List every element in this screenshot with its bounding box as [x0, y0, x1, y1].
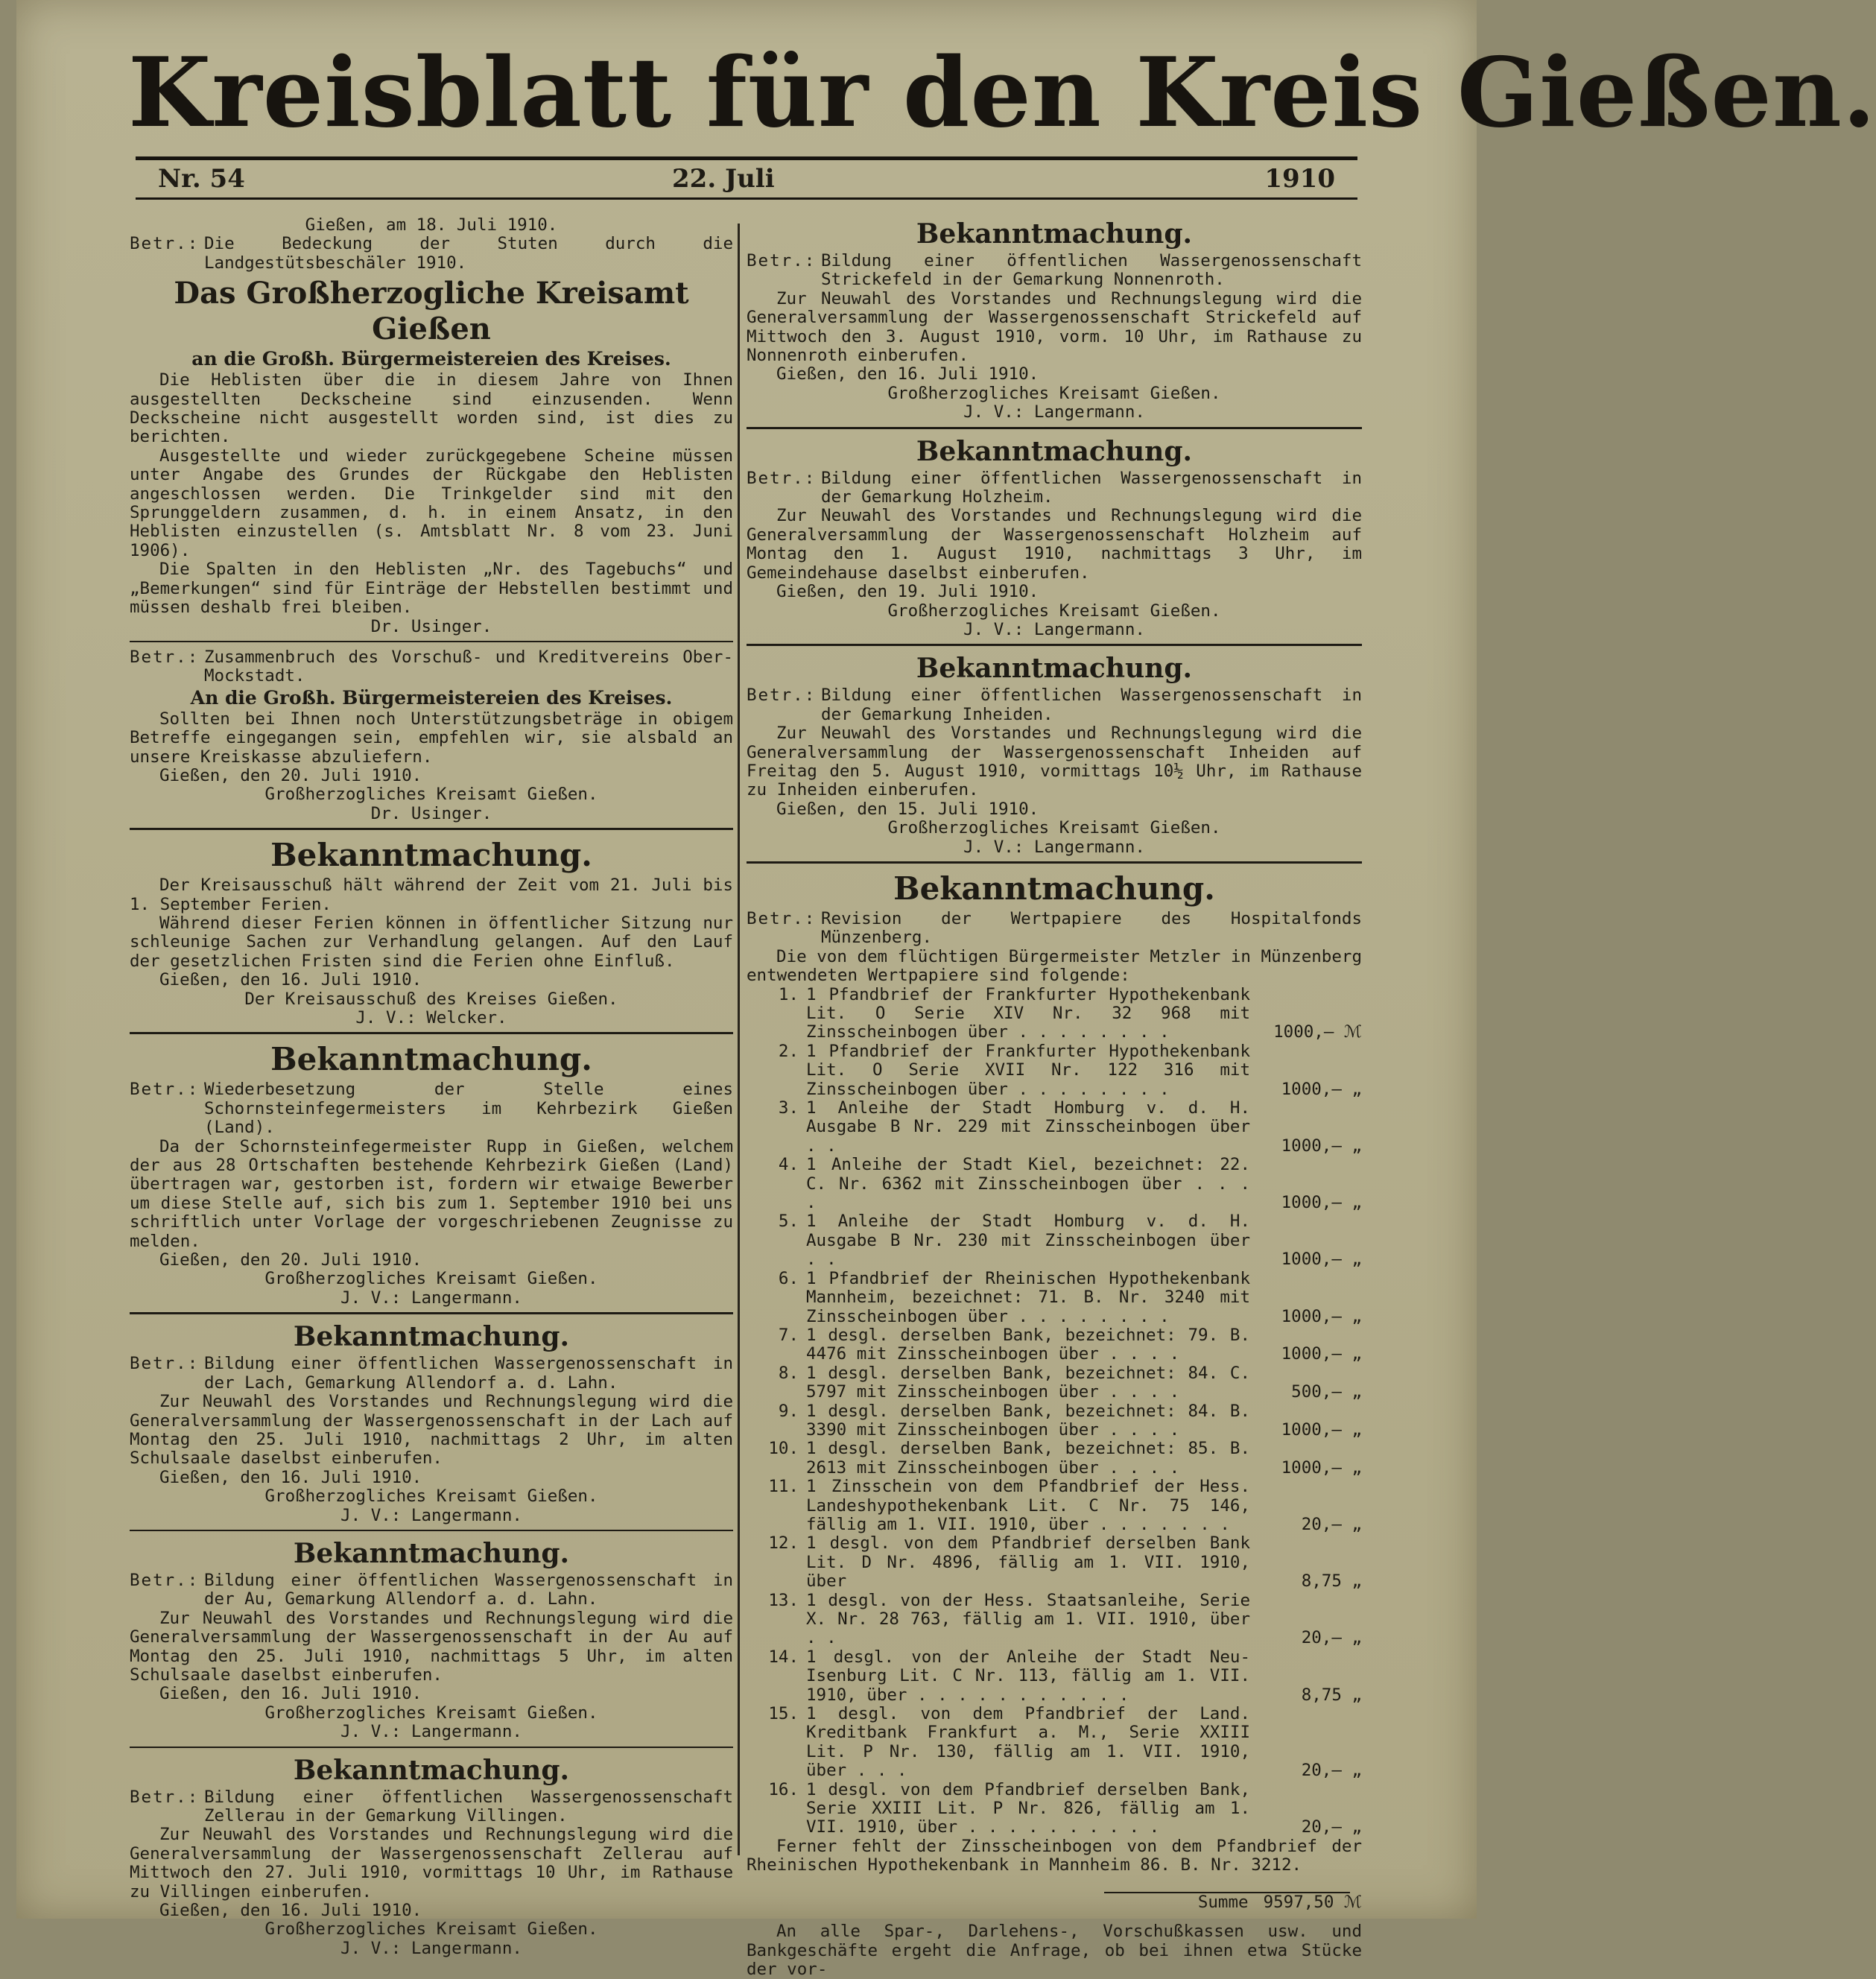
- item-number: 8.: [778, 1363, 799, 1383]
- authority-line: Großherzogliches Kreisamt Gießen.: [264, 1919, 598, 1940]
- paragraph: An alle Spar-, Darlehens-, Vorschußkassen usw. und Bankgeschäfte ergeht die Anfrage, ob bei ihnen etwa Stücke der vor-: [747, 1922, 1362, 1979]
- paragraph: Der Kreisausschuß hält während der Zeit vom 21. Juli bis 1. September Ferien.: [130, 875, 733, 914]
- item-text: 1 Pfandbrief der Frankfurter Hypothekenbank Lit. O Serie XIV Nr. 32 968 mit Zinsscheinbogen über . . . . . . . .: [806, 984, 1250, 1042]
- subject-label: Betr.:: [747, 908, 817, 928]
- signature: J. V.: Langermann.: [340, 1938, 522, 1958]
- sum-label: Summe: [1197, 1892, 1249, 1912]
- item-number: 2.: [778, 1041, 799, 1061]
- item-number: 14.: [768, 1647, 799, 1667]
- signature: Dr. Usinger.: [370, 616, 492, 636]
- item-number: 7.: [778, 1325, 799, 1345]
- list-item: [747, 1592, 1362, 1648]
- paragraph: Die Spalten in den Heblisten „Nr. des Tagebuchs“ und „Bemerkungen“ sind für Einträge der Hebstellen bestimmt und müssen deshalb frei bleiben.: [130, 560, 733, 618]
- authority-line: Der Kreisausschuß des Kreises Gießen.: [244, 989, 618, 1009]
- signature: J. V.: Langermann.: [340, 1288, 522, 1308]
- item-number: 11.: [768, 1477, 799, 1497]
- column-divider: [738, 224, 740, 1855]
- item-value: 20,— „: [1301, 1817, 1362, 1837]
- newspaper-page: [16, 0, 1876, 1979]
- notice-wassergenossenschaft-inheiden: [747, 652, 1362, 857]
- subject-line: [130, 1080, 733, 1137]
- authority-line: Großherzogliches Kreisamt Gießen.: [887, 383, 1221, 403]
- notice-wassergenossenschaft-lach: [130, 1320, 733, 1525]
- addressee: an die Großh. Bürgermeistereien des Kreises.: [191, 348, 671, 370]
- list-item: [747, 1648, 1362, 1705]
- item-text: 1 desgl. derselben Bank, bezeichnet: 79. B. 4476 mit Zinsscheinbogen über . . . .: [806, 1325, 1250, 1364]
- paragraph: Da der Schornsteinfegermeister Rupp in Gießen, welchem der aus 28 Ortschaften bestehende Kehrbezirk Gießen (Land) übertragen war, gestorben ist, fordern wir etwaige Bewerber um diese Stelle auf, sich bis zum 1. September 1910 bei uns schriftlich unter Vorlage der vorgeschriebenen Zeugnisse zu melden.: [130, 1136, 733, 1251]
- notice-wassergenossenschaft-au: [130, 1537, 733, 1742]
- notice-heading: Bekanntmachung.: [916, 435, 1193, 467]
- masthead-rule-bottom: [136, 197, 1357, 200]
- paragraph: Während dieser Ferien können in öffentlicher Sitzung nur schleunige Sachen zur Verhandlung gelangen. Auf den Lauf der gesetzlichen Fristen sind die Ferien ohne Einfluß.: [130, 913, 733, 971]
- subject-label: Betr.:: [747, 468, 817, 488]
- addressee: An die Großh. Bürgermeistereien des Kreises.: [190, 686, 673, 709]
- separator: [747, 427, 1362, 429]
- subject-line: [747, 910, 1362, 948]
- place-date: Gießen, am 18. Juli 1910.: [305, 215, 558, 235]
- place-date: Gießen, den 16. Juli 1910.: [159, 1467, 422, 1487]
- notice-wassergenossenschaft-holzheim: [747, 435, 1362, 640]
- list-item: [747, 1326, 1362, 1364]
- subject-label: Betr.:: [130, 234, 200, 254]
- issue-number: Nr. 54: [158, 164, 245, 194]
- paragraph: Ausgestellte und wieder zurückgegebene Scheine müssen unter Angabe des Grundes der Rückgabe den Heblisten angeschlossen werden. Die Trinkgelder sind mit den Sprunggeldern zusammen, d. h. in einem Ansatz, in den Heblisten einzustellen (s. Amtsblatt Nr. 8 vom 23. Juni 1906).: [130, 446, 733, 560]
- separator: [130, 1530, 733, 1531]
- subject-text: Revision der Wertpapiere des Hospitalfonds Münzenberg.: [821, 908, 1362, 948]
- subject-line: [747, 469, 1362, 507]
- item-value: 20,— „: [1301, 1761, 1362, 1781]
- item-number: 12.: [768, 1533, 799, 1554]
- authority-line: Großherzogliches Kreisamt Gießen.: [264, 1703, 598, 1723]
- list-item: [747, 1478, 1362, 1534]
- authority-line: Großherzogliches Kreisamt Gießen.: [264, 785, 598, 805]
- notice-wassergenossenschaft-zellerau: [130, 1754, 733, 1959]
- place-date: Gießen, den 16. Juli 1910.: [776, 364, 1039, 384]
- subject-line: [130, 1788, 733, 1826]
- paragraph: Die von dem flüchtigen Bürgermeister Metzler in Münzenberg entwendeten Wertpapiere sind folgende:: [747, 946, 1362, 986]
- item-value: 1000,— „: [1281, 1250, 1362, 1270]
- item-text: 1 Anleihe der Stadt Homburg v. d. H. Ausgabe B Nr. 230 mit Zinsscheinbogen über . .: [806, 1212, 1250, 1270]
- item-value: 1000,— ℳ: [1273, 1022, 1362, 1042]
- item-value: 1000,— „: [1281, 1306, 1362, 1326]
- subject-line: [130, 1571, 733, 1609]
- notice-heading: Bekanntmachung.: [293, 1537, 570, 1569]
- subject-label: Betr.:: [130, 1354, 200, 1374]
- list-item: [747, 986, 1362, 1042]
- signature: J. V.: Langermann.: [963, 837, 1145, 857]
- notice-heading: Bekanntmachung.: [270, 837, 592, 874]
- list-item: [747, 1534, 1362, 1591]
- item-text: 1 desgl. von dem Pfandbrief derselben Bank Lit. D Nr. 4896, fällig am 1. VII. 1910, über: [806, 1533, 1250, 1592]
- item-text: 1 desgl. von dem Pfandbrief derselben Bank, Serie XXIII Lit. P Nr. 826, fällig am 1. VII. 1910, über . . . . . . . . . .: [806, 1779, 1250, 1837]
- notice-wassergenossenschaft-strickefeld: [747, 218, 1362, 422]
- notice-heading: Bekanntmachung.: [293, 1321, 570, 1353]
- place-date: Gießen, den 20. Juli 1910.: [159, 1250, 422, 1270]
- notice-heading: Bekanntmachung.: [916, 218, 1193, 250]
- subject-text: Bildung einer öffentlichen Wassergenossenschaft in der Gemarkung Inheiden.: [821, 685, 1362, 724]
- subject-line: [747, 686, 1362, 724]
- signature: J. V.: Langermann.: [963, 402, 1145, 422]
- subject-label: Betr.:: [747, 251, 817, 270]
- item-number: 15.: [768, 1704, 799, 1724]
- notice-heading: Bekanntmachung.: [916, 653, 1193, 685]
- separator: [130, 1032, 733, 1034]
- subject-line: [130, 235, 733, 273]
- place-date: Gießen, den 16. Juli 1910.: [159, 1901, 422, 1921]
- sum-value: 9597,50 ℳ: [1263, 1892, 1362, 1912]
- item-value: 1000,— „: [1281, 1079, 1362, 1099]
- place-date: Gießen, den 16. Juli 1910.: [159, 1684, 422, 1704]
- item-text: 1 desgl. derselben Bank, bezeichnet: 84. B. 3390 mit Zinsscheinbogen über . . . .: [806, 1401, 1250, 1440]
- paragraph: Zur Neuwahl des Vorstandes und Rechnungslegung wird die Generalversammlung der Wassergenossenschaft in der Au auf Montag den 25. Juli 1910, nachmittags 5 Uhr, im alten Schulsaale daselbst einberufen.: [130, 1608, 733, 1685]
- notice-heading: Bekanntmachung.: [893, 870, 1215, 907]
- item-number: 9.: [778, 1401, 799, 1421]
- issue-year: 1910: [1264, 164, 1335, 194]
- item-text: 1 desgl. von der Anleihe der Stadt Neu-Isenburg Lit. C Nr. 113, fällig am 1. VII. 1910, über . . . . . . . . . . .: [806, 1647, 1250, 1705]
- item-text: 1 desgl. derselben Bank, bezeichnet: 84. C. 5797 mit Zinsscheinbogen über . . . .: [806, 1363, 1250, 1402]
- securities-list: [747, 986, 1362, 1837]
- masthead-rule-top: [136, 156, 1357, 160]
- signature: J. V.: Langermann.: [340, 1722, 522, 1742]
- separator: [747, 861, 1362, 864]
- subject-label: Betr.:: [130, 1787, 200, 1807]
- item-text: 1 desgl. von der Hess. Staatsanleihe, Serie X. Nr. 28 763, fällig am 1. VII. 1910, über . .: [806, 1590, 1250, 1648]
- item-number: 4.: [778, 1155, 799, 1175]
- item-value: 1000,— „: [1281, 1136, 1362, 1156]
- subject-label: Betr.:: [130, 1080, 200, 1100]
- list-item: [747, 1402, 1362, 1440]
- dateline: [158, 162, 1335, 195]
- item-number: 1.: [778, 984, 799, 1004]
- paragraph: Zur Neuwahl des Vorstandes und Rechnungslegung wird die Generalversammlung der Wassergenossenschaft Strickefeld auf Mittwoch den 3. August 1910, vorm. 10 Uhr, im Rathause zu Nonnenroth einberufen.: [747, 288, 1362, 366]
- item-number: 10.: [768, 1439, 799, 1459]
- authority-line: Großherzogliches Kreisamt Gießen.: [264, 1269, 598, 1289]
- notice-schornsteinfeger: [130, 1040, 733, 1308]
- subject-text: Bildung einer öffentlichen Wassergenossenschaft in der Lach, Gemarkung Allendorf a. d. Lahn.: [204, 1354, 733, 1393]
- left-column: [130, 216, 733, 1958]
- item-text: 1 desgl. von dem Pfandbrief der Land. Kreditbank Frankfurt a. M., Serie XXIII Lit. P Nr. 130, fällig am 1. VII. 1910, über . . .: [806, 1704, 1250, 1781]
- item-number: 5.: [778, 1212, 799, 1232]
- subject-line: [130, 1355, 733, 1393]
- paragraph: Ferner fehlt der Zinsscheinbogen von dem Pfandbrief der Rheinischen Hypothekenbank in Mannheim 86. B. Nr. 3212.: [747, 1836, 1362, 1875]
- list-item: [747, 1705, 1362, 1781]
- list-item: [747, 1099, 1362, 1156]
- subject-label: Betr.:: [130, 1570, 200, 1590]
- signature: Dr. Usinger.: [370, 803, 492, 823]
- notice-wertpapiere-muenzenberg: [747, 870, 1362, 1979]
- separator: [747, 644, 1362, 646]
- subject-text: Bildung einer öffentlichen Wassergenossenschaft Strickefeld in der Gemarkung Nonnenroth.: [821, 251, 1362, 290]
- authority-line: Großherzogliches Kreisamt Gießen.: [887, 601, 1221, 621]
- item-text: 1 Anleihe der Stadt Kiel, bezeichnet: 22. C. Nr. 6362 mit Zinsscheinbogen über . . . .: [806, 1155, 1250, 1213]
- list-item: [747, 1440, 1362, 1478]
- paragraph: Sollten bei Ihnen noch Unterstützungsbeträge in obigem Betreffe eingegangen sein, empfehlen wir, sie alsbald an unsere Kreiskasse abzuliefern.: [130, 709, 733, 767]
- item-value: 1000,— „: [1281, 1457, 1362, 1478]
- issue-date: 22. Juli: [672, 164, 775, 194]
- notice-deckscheine: [130, 216, 733, 636]
- subject-label: Betr.:: [130, 647, 200, 667]
- place-date: Gießen, den 15. Juli 1910.: [776, 799, 1039, 819]
- item-number: 16.: [768, 1779, 799, 1799]
- notice-heading: Bekanntmachung.: [270, 1041, 592, 1078]
- paragraph: Zur Neuwahl des Vorstandes und Rechnungslegung wird die Generalversammlung der Wassergenossenschaft Holzheim auf Montag den 1. August 1910, nachmittags 3 Uhr, im Gemeindehause daselbst einberufen.: [747, 506, 1362, 583]
- subject-text: Die Bedeckung der Stuten durch die Landgestütsbeschäler 1910.: [204, 234, 733, 273]
- item-text: 1 Anleihe der Stadt Homburg v. d. H. Ausgabe B Nr. 229 mit Zinsscheinbogen über . .: [806, 1098, 1250, 1156]
- subject-text: Bildung einer öffentlichen Wassergenossenschaft Zellerau in der Gemarkung Villingen.: [204, 1787, 733, 1826]
- item-number: 6.: [778, 1268, 799, 1288]
- paragraph: Zur Neuwahl des Vorstandes und Rechnungslegung wird die Generalversammlung der Wassergenossenschaft Zellerau auf Mittwoch den 27. Juli 1910, vormittags 10 Uhr, im Rathause zu Villingen einberufen.: [130, 1825, 733, 1902]
- item-value: 20,— „: [1301, 1628, 1362, 1648]
- item-value: 500,— „: [1291, 1382, 1362, 1402]
- signature: J. V.: Welcker.: [355, 1008, 507, 1028]
- masthead-title: Kreisblatt für den Kreis Gießen.: [128, 37, 1876, 149]
- item-value: 20,— „: [1301, 1514, 1362, 1534]
- item-text: 1 Pfandbrief der Frankfurter Hypothekenbank Lit. O Serie XVII Nr. 122 316 mit Zinsscheinbogen über . . . . . . . .: [806, 1041, 1250, 1099]
- list-item: [747, 1156, 1362, 1212]
- item-text: 1 Zinsschein von dem Pfandbrief der Hess. Landeshypothekenbank Lit. C Nr. 75 146, fällig am 1. VII. 1910, über . . . . . . .: [806, 1477, 1250, 1534]
- separator: [130, 828, 733, 830]
- subject-line: [747, 252, 1362, 290]
- paragraph: Zur Neuwahl des Vorstandes und Rechnungslegung wird die Generalversammlung der Wassergenossenschaft Inheiden auf Freitag den 5. August 1910, vormittags 10½ Uhr, im Rathause zu Inheiden einberufen.: [747, 723, 1362, 800]
- item-number: 3.: [778, 1098, 799, 1118]
- notice-vorschussverein: [130, 648, 733, 823]
- list-item: [747, 1270, 1362, 1326]
- subject-line: [130, 648, 733, 686]
- subject-text: Bildung einer öffentlichen Wassergenossenschaft in der Gemarkung Holzheim.: [821, 468, 1362, 507]
- subject-text: Wiederbesetzung der Stelle eines Schornsteinfegermeisters im Kehrbezirk Gießen (Land).: [204, 1080, 733, 1138]
- item-value: 8,75 „: [1301, 1685, 1362, 1705]
- subject-text: Bildung einer öffentlichen Wassergenossenschaft in der Au, Gemarkung Allendorf a. d. Lahn.: [204, 1570, 733, 1609]
- separator: [130, 1312, 733, 1314]
- authority-heading: Das Großherzogliche Kreisamt Gießen: [174, 276, 689, 347]
- item-value: 1000,— „: [1281, 1193, 1362, 1213]
- place-date: Gießen, den 16. Juli 1910.: [159, 970, 422, 990]
- authority-line: Großherzogliches Kreisamt Gießen.: [887, 818, 1221, 838]
- signature: J. V.: Langermann.: [963, 619, 1145, 639]
- list-item: [747, 1212, 1362, 1269]
- list-item: [747, 1364, 1362, 1402]
- notice-heading: Bekanntmachung.: [293, 1754, 570, 1786]
- notice-kreisausschuss-ferien: [130, 836, 733, 1028]
- item-value: 1000,— „: [1281, 1344, 1362, 1364]
- subject-label: Betr.:: [747, 685, 817, 706]
- paragraph: Die Heblisten über die in diesem Jahre von Ihnen ausgestellten Deckscheine sind einzusenden. Wenn Deckscheine nicht ausgestellt worden sind, ist dies zu berichten.: [130, 370, 733, 447]
- item-value: 1000,— „: [1281, 1419, 1362, 1440]
- item-value: 8,75 „: [1301, 1571, 1362, 1592]
- place-date: Gießen, den 19. Juli 1910.: [776, 582, 1039, 602]
- list-item: [747, 1781, 1362, 1837]
- separator: [130, 641, 733, 642]
- paragraph: Zur Neuwahl des Vorstandes und Rechnungslegung wird die Generalversammlung der Wassergenossenschaft in der Lach auf Montag den 25. Juli 1910, nachmittags 2 Uhr, im alten Schulsaale daselbst einberufen.: [130, 1392, 733, 1469]
- item-text: 1 desgl. derselben Bank, bezeichnet: 85. B. 2613 mit Zinsscheinbogen über . . . .: [806, 1439, 1250, 1478]
- sum-row: [747, 1893, 1362, 1912]
- list-item: [747, 1042, 1362, 1099]
- item-number: 13.: [768, 1590, 799, 1610]
- separator: [130, 1747, 733, 1748]
- right-column: [747, 216, 1362, 1979]
- signature: J. V.: Langermann.: [340, 1505, 522, 1525]
- subject-text: Zusammenbruch des Vorschuß- und Kreditvereins Ober-Mockstadt.: [204, 647, 733, 686]
- place-date: Gießen, den 20. Juli 1910.: [159, 765, 422, 785]
- authority-line: Großherzogliches Kreisamt Gießen.: [264, 1486, 598, 1507]
- item-text: 1 Pfandbrief der Rheinischen Hypothekenbank Mannheim, bezeichnet: 71. B. Nr. 3240 mit Zinsscheinbogen über . . . . . . . .: [806, 1268, 1250, 1326]
